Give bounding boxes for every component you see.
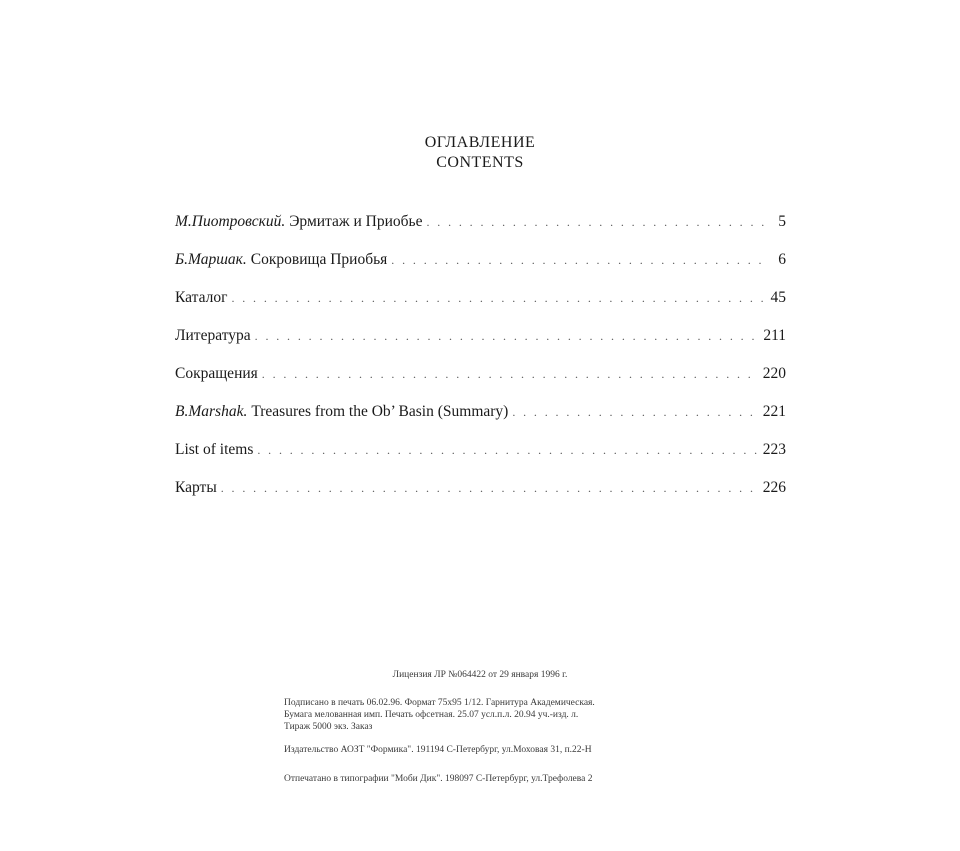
toc-author: B.Marshak. <box>175 403 248 420</box>
dot-leader <box>426 211 766 233</box>
toc-page-number: 5 <box>778 213 786 230</box>
toc-title: Каталог <box>175 289 228 306</box>
toc-entry <box>175 287 786 309</box>
toc-author: М.Пиотровский. <box>175 213 286 230</box>
publisher-line: Издательство АОЗТ "Формика". 191194 С-Петербург, ул.Моховая 31, п.22-Н <box>284 745 592 755</box>
toc-page-number: 220 <box>762 365 786 382</box>
dot-leader <box>391 249 766 271</box>
toc-title: Сокращения <box>175 365 258 382</box>
toc-title: Эрмитаж и Приобье <box>289 213 423 230</box>
toc-title: List of items <box>175 441 254 458</box>
toc-entry <box>175 325 786 347</box>
dot-leader <box>512 401 756 423</box>
toc-entry <box>175 439 786 461</box>
toc-title: Сокровища Приобья <box>250 251 388 268</box>
print-details-line: Подписано в печать 06.02.96. Формат 75х95 1/12. Гарнитура Академическая. <box>284 698 595 708</box>
dot-leader <box>257 439 756 461</box>
toc-entry <box>175 363 786 385</box>
toc-author: Б.Маршак. <box>175 251 247 268</box>
toc-title: Карты <box>175 479 217 496</box>
print-details <box>284 697 684 733</box>
dot-leader <box>262 363 757 385</box>
toc-page-number: 221 <box>762 403 786 420</box>
toc-entry <box>175 211 786 233</box>
toc-title: Литература <box>175 327 251 344</box>
toc-page-number: 226 <box>762 479 786 496</box>
toc-page-number: 223 <box>762 441 786 458</box>
toc-entry <box>175 401 786 423</box>
toc-entry <box>175 249 786 271</box>
contents-title-english: CONTENTS <box>436 154 524 171</box>
toc-title: Treasures from the Ob’ Basin (Summary) <box>251 403 509 420</box>
toc-entry <box>175 477 786 499</box>
print-details-line: Тираж 5000 экз. Заказ <box>284 722 373 732</box>
license-line: Лицензия ЛР №064422 от 29 января 1996 г. <box>392 670 568 680</box>
printer-line: Отпечатано в типографии "Моби Дик". 198097 С-Петербург, ул.Трефолева 2 <box>284 774 593 784</box>
dot-leader <box>255 325 758 347</box>
dot-leader <box>221 477 757 499</box>
dot-leader <box>231 287 764 309</box>
contents-title-russian: ОГЛАВЛЕНИЕ <box>424 134 536 151</box>
print-details-line: Бумага мелованная имп. Печать офсетная. 25.07 усл.п.л. 20.94 уч.-изд. л. <box>284 710 579 720</box>
toc-page-number: 45 <box>770 289 786 306</box>
toc-page-number: 211 <box>763 327 786 344</box>
toc-page-number: 6 <box>778 251 786 268</box>
